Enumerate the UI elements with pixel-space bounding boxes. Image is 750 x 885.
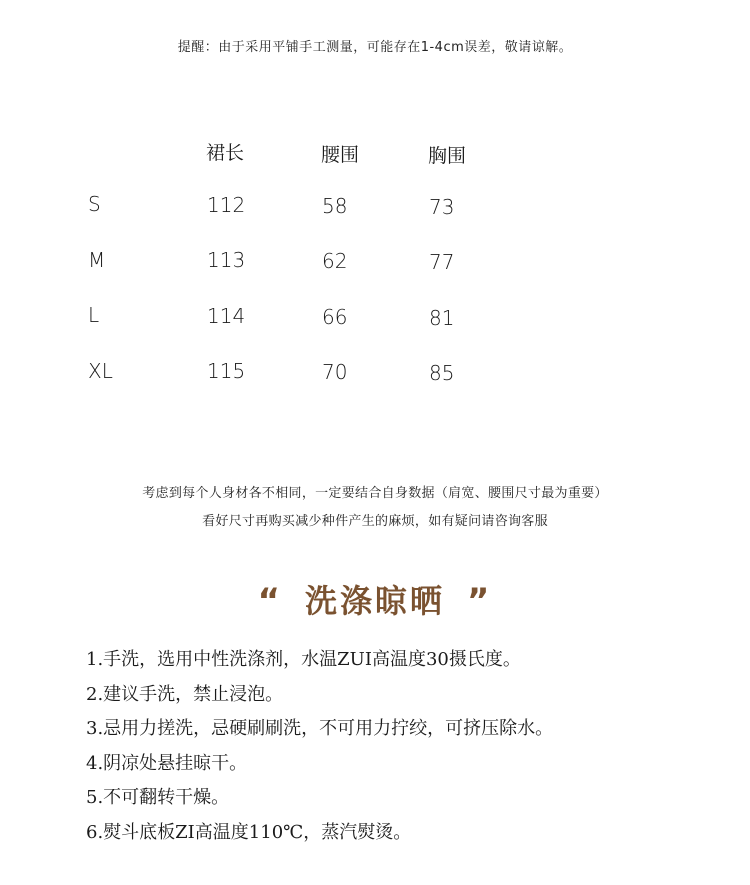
waist-value: 70: [322, 360, 348, 384]
length-value: 112: [207, 193, 246, 217]
length-value: 114: [207, 304, 246, 328]
bust-value: 81: [429, 306, 455, 330]
fit-advice-line-1: 考虑到每个人身材各不相同，一定要结合自身数据（肩宽、腰围尺寸最为重要）: [142, 486, 608, 501]
header-length: 裙长: [206, 142, 245, 164]
length-value: 115: [207, 359, 246, 383]
waist-value: 58: [322, 194, 348, 218]
waist-value: 66: [322, 305, 348, 329]
open-quote: “: [257, 581, 283, 621]
header-bust: 胸围: [428, 145, 467, 167]
care-instructions-list: [86, 646, 553, 853]
list-item: 3.忌用力搓洗，忌硬刷刷洗，不可用力拧绞，可挤压除水。: [86, 718, 554, 739]
waist-value: 62: [322, 249, 348, 273]
bust-value: 77: [429, 250, 455, 274]
bust-value: 85: [429, 361, 455, 385]
close-quote: ”: [467, 581, 493, 621]
measurement-notice: 提醒：由于采用平铺手工测量，可能存在1-4cm误差，敬请谅解。: [177, 40, 573, 55]
list-item: 1.手洗，选用中性洗涤剂，水温ZUI高温度30摄氏度。: [86, 649, 521, 670]
size-label: M: [88, 248, 106, 272]
list-item: 5.不可翻转干燥。: [86, 787, 230, 808]
size-label: L: [88, 303, 100, 327]
list-item: 2.建议手洗，禁止浸泡。: [86, 683, 284, 705]
list-item: 6.熨斗底板ZI高温度110℃，蒸汽熨烫。: [86, 821, 412, 843]
care-title-text: 洗涤晾晒: [304, 582, 445, 620]
fit-advice-line-2: 看好尺寸再购买减少种件产生的麻烦，如有疑问请咨询客服: [202, 514, 548, 529]
length-value: 113: [207, 248, 246, 272]
list-item: 4.阴凉处悬挂晾干。: [86, 752, 248, 774]
size-label: XL: [88, 359, 113, 383]
care-section-title: [0, 576, 750, 622]
size-table: [0, 0, 750, 420]
header-waist: 腰围: [321, 144, 360, 166]
size-label: S: [88, 192, 101, 216]
bust-value: 73: [429, 195, 455, 219]
